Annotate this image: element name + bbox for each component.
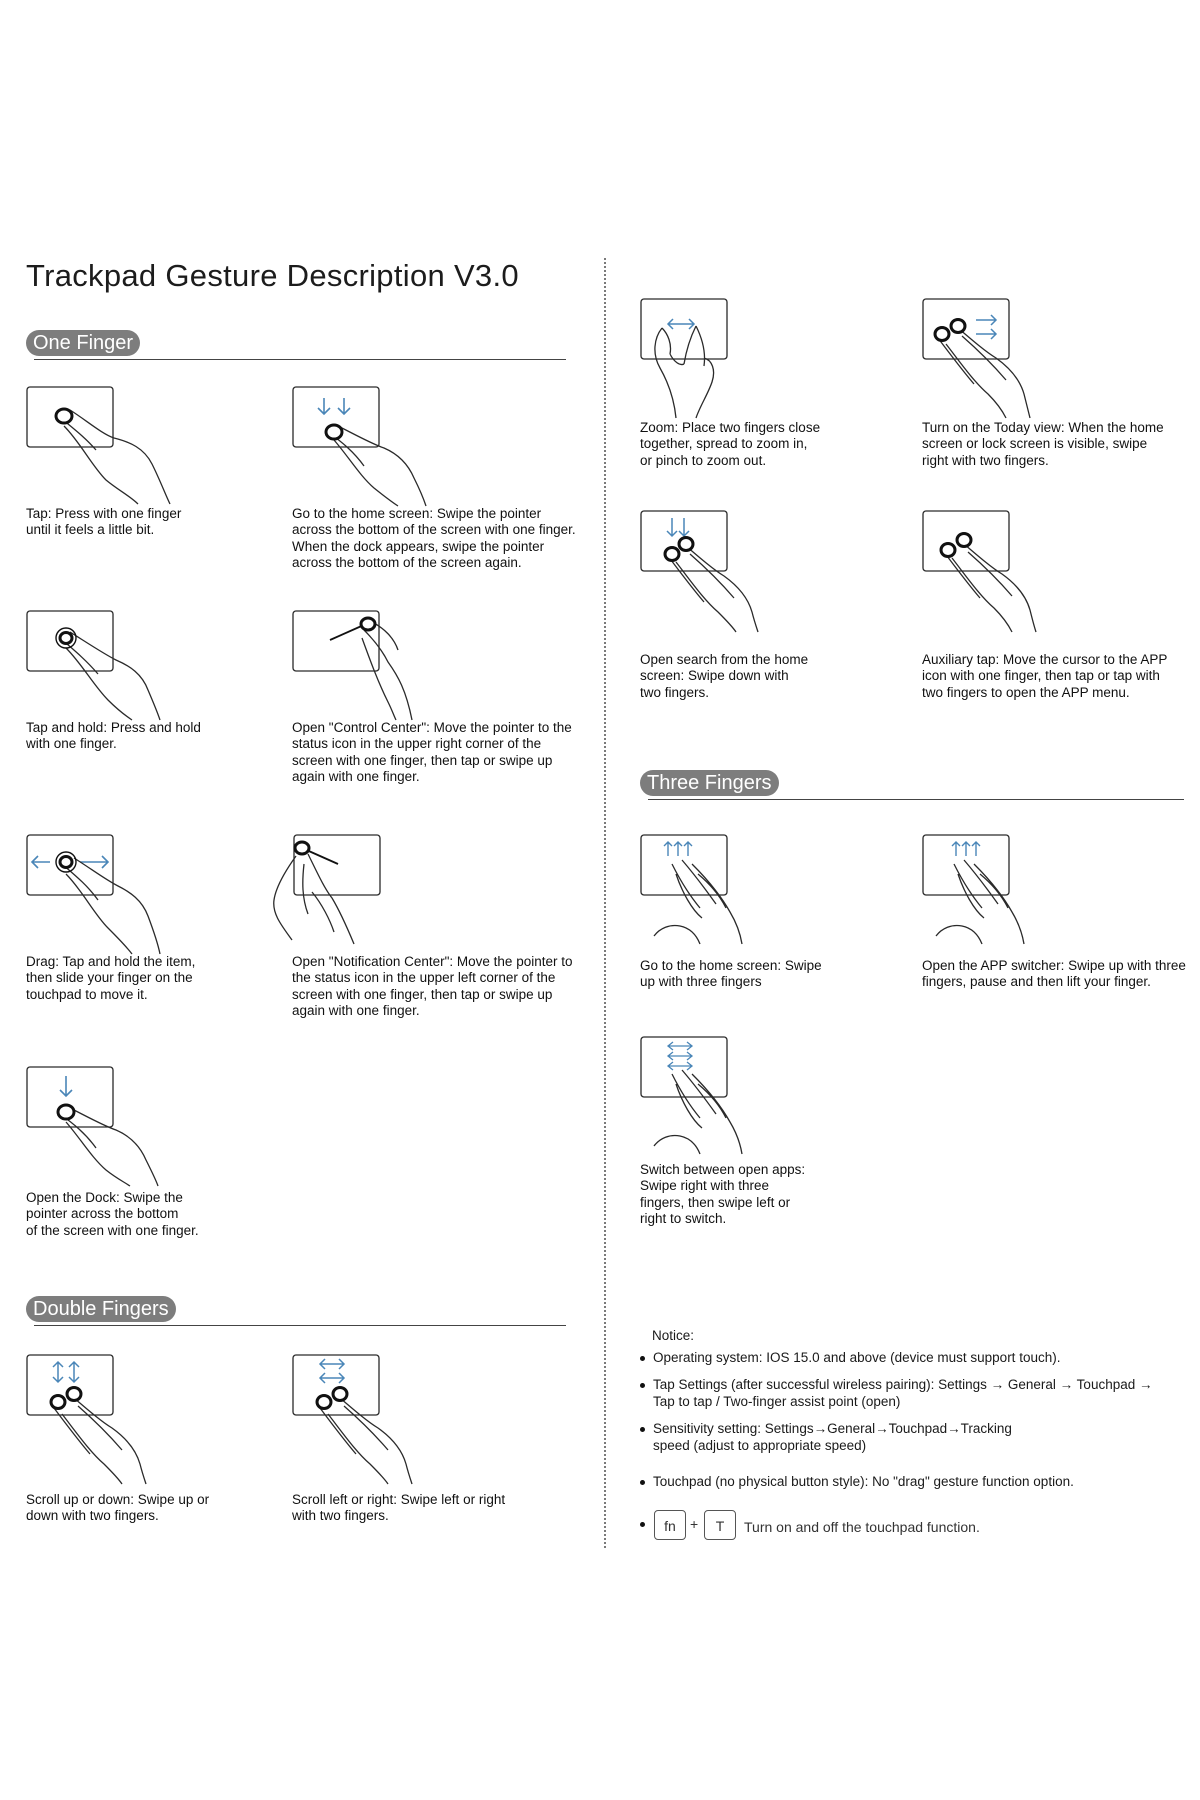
notice-item: Operating system: IOS 15.0 and above (device must support touch). bbox=[640, 1350, 1180, 1366]
gesture-description: Switch between open apps: Swipe right with three fingers, then swipe left or right to switch. bbox=[640, 1162, 806, 1227]
three-finger-up-gesture-icon bbox=[640, 834, 800, 944]
scroll-up-down-gesture-icon bbox=[26, 1354, 186, 1484]
section-rule bbox=[34, 359, 566, 360]
gesture-description: Open search from the home screen: Swipe down with two fingers. bbox=[640, 652, 809, 700]
auxiliary-tap-gesture-icon bbox=[922, 510, 1082, 630]
control-center-gesture-icon bbox=[292, 610, 452, 720]
t-key: T bbox=[704, 1510, 736, 1540]
column-divider bbox=[604, 258, 606, 1548]
notification-center-gesture-icon bbox=[272, 834, 432, 954]
app-switcher-gesture-icon bbox=[922, 834, 1082, 944]
gesture-description: Auxiliary tap: Move the cursor to the APP icon with one finger, then tap or tap with two fingers to open the APP menu. bbox=[922, 652, 1168, 700]
dock-gesture-icon bbox=[26, 1066, 186, 1186]
shortcut-description: Turn on and off the touchpad function. bbox=[744, 1519, 980, 1535]
gesture-description: Tap and hold: Press and hold with one finger. bbox=[26, 720, 201, 752]
search-gesture-icon bbox=[640, 510, 800, 630]
page-title: Trackpad Gesture Description V3.0 bbox=[26, 258, 519, 293]
section-rule bbox=[648, 799, 1184, 800]
notice-title: Notice: bbox=[652, 1328, 695, 1343]
gesture-description: Scroll left or right: Swipe left or right with two fingers. bbox=[292, 1492, 506, 1524]
section-label: Double Fingers bbox=[26, 1296, 176, 1322]
gesture-description: Drag: Tap and hold the item, then slide your finger on the touchpad to move it. bbox=[26, 954, 196, 1002]
fn-key: fn bbox=[654, 1510, 686, 1540]
gesture-description: Zoom: Place two fingers close together, spread to zoom in, or pinch to zoom out. bbox=[640, 420, 821, 468]
swipe-down-gesture-icon bbox=[292, 386, 452, 506]
section-one-finger bbox=[26, 330, 566, 362]
section-label: One Finger bbox=[26, 330, 140, 356]
gesture-description: Open the Dock: Swipe the pointer across the bottom of the screen with one finger. bbox=[26, 1190, 199, 1238]
gesture-description: Go to the home screen: Swipe the pointer across the bottom of the screen with one finger. When the dock appears, swipe the pointer across the bottom of the screen again. bbox=[292, 506, 576, 571]
gesture-description: Open "Control Center": Move the pointer to the status icon in the upper right corner of the screen with one finger, then tap or swipe up again with one finger. bbox=[292, 720, 572, 785]
notice-item: Tap Settings (after successful wireless pairing): Settings → General → Touchpad → Tap to tap / Two-finger assist point (open) bbox=[640, 1377, 1180, 1410]
section-double-fingers bbox=[26, 1296, 566, 1328]
gesture-description: Turn on the Today view: When the home screen or lock screen is visible, swipe right with two fingers. bbox=[922, 420, 1164, 468]
zoom-gesture-icon bbox=[640, 298, 800, 418]
today-view-gesture-icon bbox=[922, 298, 1082, 418]
tap-gesture-icon bbox=[26, 386, 186, 506]
gesture-description: Tap: Press with one finger until it feels a little bit. bbox=[26, 506, 182, 538]
notice-list bbox=[640, 1350, 1180, 1501]
section-label: Three Fingers bbox=[640, 770, 779, 796]
scroll-left-right-gesture-icon bbox=[292, 1354, 452, 1484]
bullet-icon bbox=[640, 1522, 645, 1527]
tap-hold-gesture-icon bbox=[26, 610, 186, 720]
notice-item: Touchpad (no physical button style): No "drag" gesture function option. bbox=[640, 1474, 1180, 1490]
gesture-description: Open "Notification Center": Move the pointer to the status icon in the upper left corner of the screen with one finger, then tap or swipe up again with one finger. bbox=[292, 954, 573, 1019]
drag-gesture-icon bbox=[26, 834, 186, 954]
plus-sign: + bbox=[690, 1516, 699, 1532]
gesture-description: Open the APP switcher: Swipe up with three fingers, pause and then lift your finger. bbox=[922, 958, 1186, 990]
gesture-description: Go to the home screen: Swipe up with three fingers bbox=[640, 958, 822, 990]
section-rule bbox=[34, 1325, 566, 1326]
notice-item: Sensitivity setting: Settings→General→Touchpad→Tracking speed (adjust to appropriate speed) bbox=[640, 1421, 1180, 1454]
gesture-description: Scroll up or down: Swipe up or down with two fingers. bbox=[26, 1492, 210, 1524]
section-three-fingers bbox=[640, 770, 1180, 802]
switch-apps-gesture-icon bbox=[640, 1036, 800, 1156]
